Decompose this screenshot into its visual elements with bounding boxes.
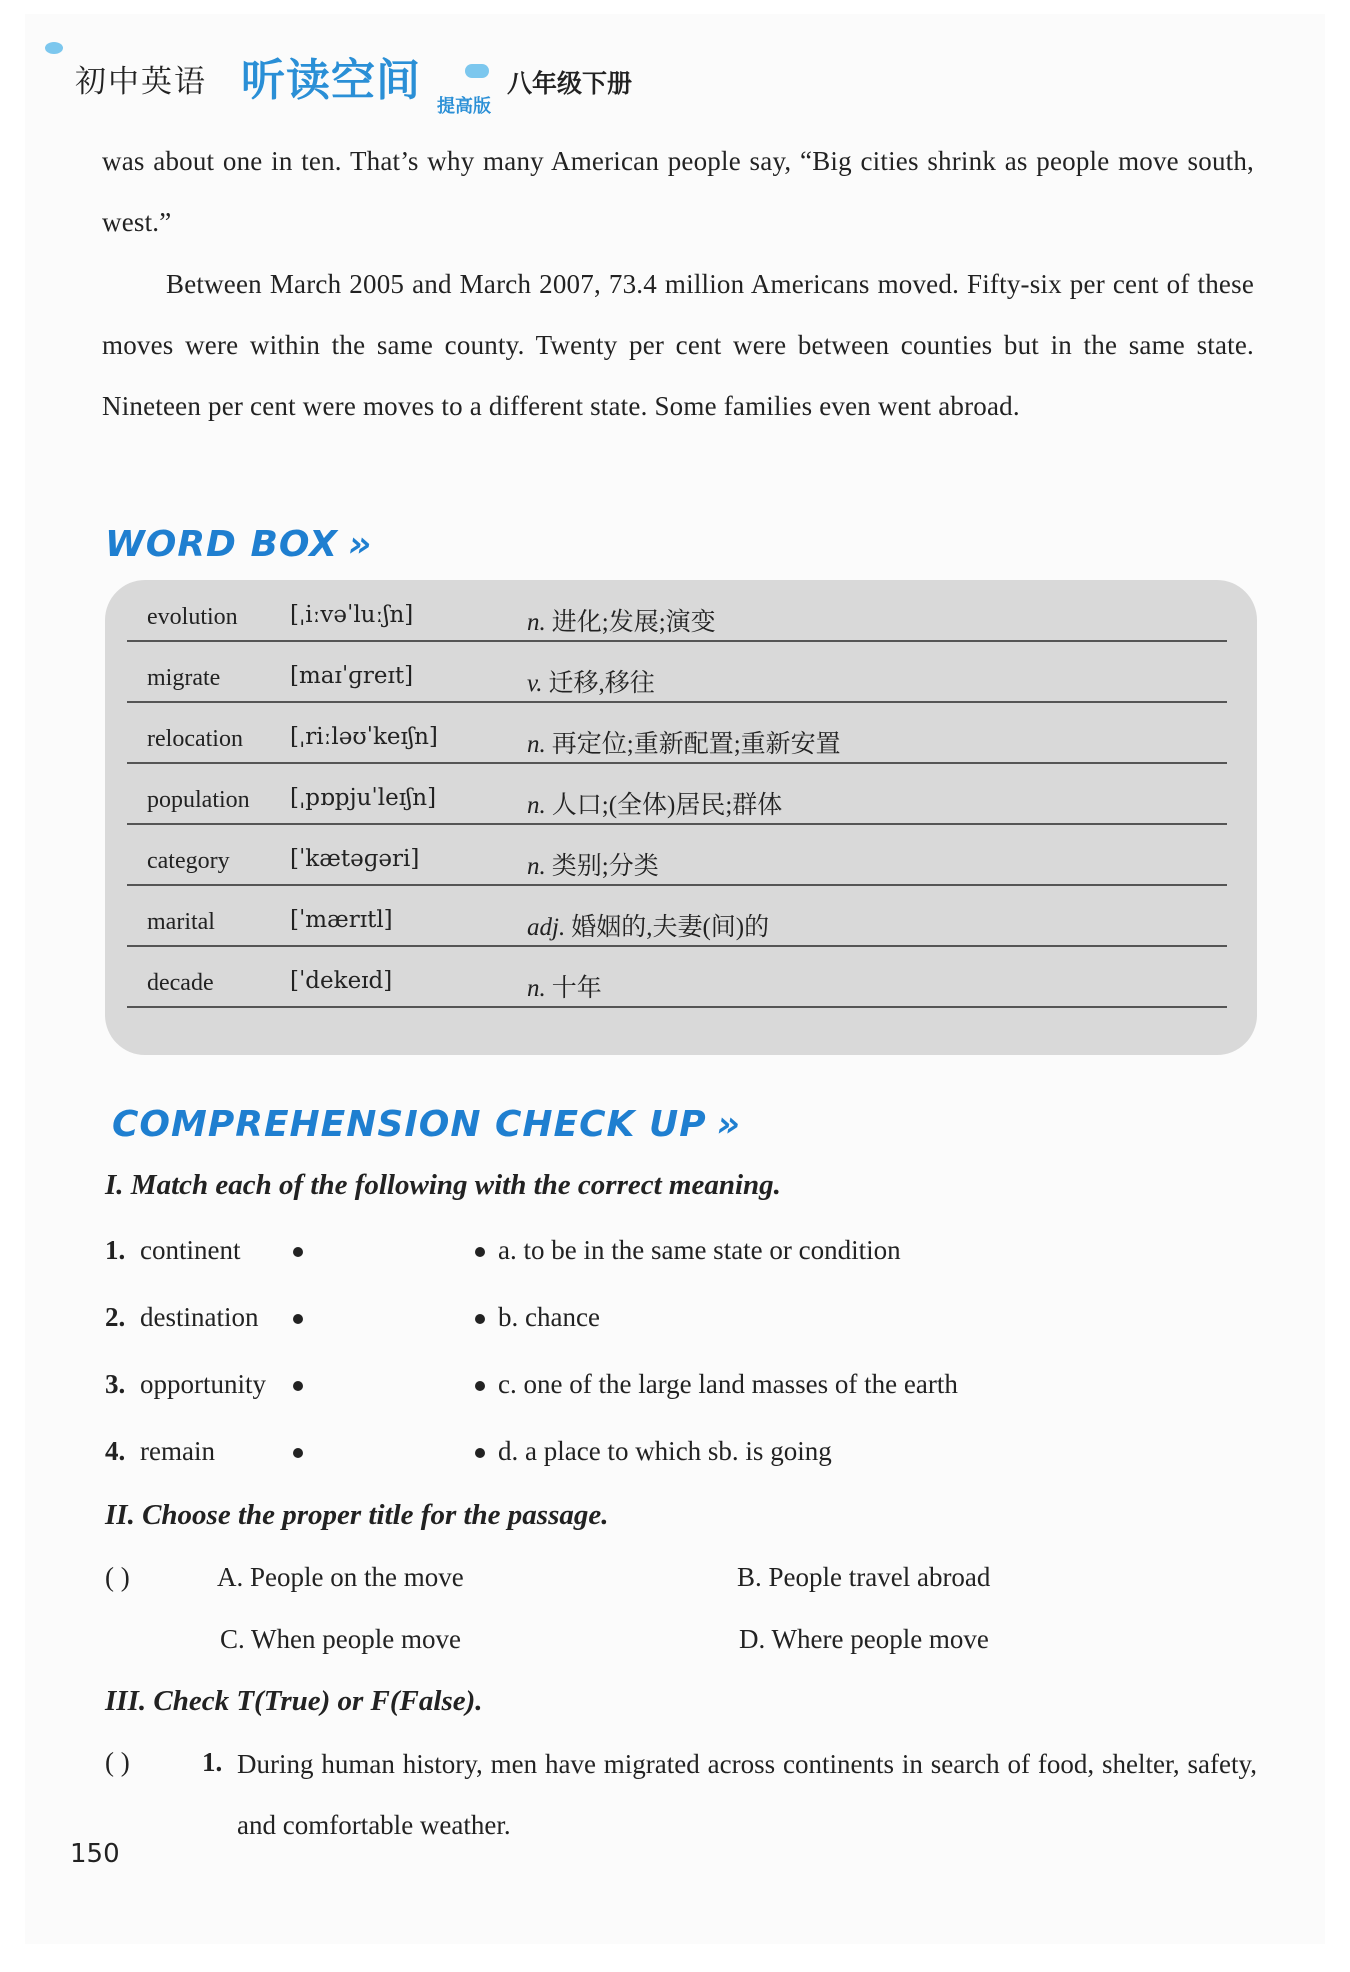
match-dot-right[interactable]	[475, 1381, 485, 1391]
header-bubble-icon	[45, 42, 63, 54]
vocab-definition: n. 进化;发展;演变	[527, 609, 716, 636]
vocab-word: marital	[147, 909, 215, 935]
vocab-definition: n. 十年	[527, 975, 602, 1002]
match-definition: a. to be in the same state or condition	[498, 1235, 901, 1265]
vocab-word: category	[147, 848, 230, 874]
vocab-definition: n. 类别;分类	[527, 853, 659, 880]
match-definition: d. a place to which sb. is going	[498, 1436, 832, 1466]
passage-paragraph-1: was about one in ten. That’s why many American people say, “Big cities shrink as people move south, west.”	[102, 146, 1254, 237]
match-term: destination	[140, 1302, 259, 1332]
vocab-word: migrate	[147, 665, 221, 691]
word-row	[127, 702, 1227, 764]
part3-heading: III. Check T(True) or F(False).	[105, 1685, 483, 1717]
match-item: 4. remain d. a place to which sb. is going	[105, 1436, 832, 1466]
word-row	[127, 580, 1227, 642]
double-chevron-icon: »	[716, 1104, 741, 1145]
option-b: B. People travel abroad	[737, 1562, 991, 1592]
match-item: 3. opportunity c. one of the large land masses of the earth	[105, 1369, 958, 1399]
vocab-phonetic: [ˌiːvəˈluːʃn]	[290, 602, 414, 628]
grade-label: 八年级下册	[507, 69, 633, 98]
vocab-phonetic: [ˌpɒpjuˈleɪʃn]	[290, 785, 437, 811]
match-definition: b. chance	[498, 1302, 600, 1332]
option-c: C. When people move	[220, 1624, 461, 1654]
word-row	[127, 763, 1227, 825]
cloud-icon	[465, 64, 489, 78]
option-d: D. Where people move	[739, 1624, 989, 1654]
match-dot-right[interactable]	[475, 1314, 485, 1324]
option-a: A. People on the move	[217, 1562, 464, 1592]
vocab-word: decade	[147, 970, 214, 996]
match-dot-right[interactable]	[475, 1448, 485, 1458]
answer-blank[interactable]: ( )	[105, 1562, 130, 1592]
textbook-page	[25, 14, 1325, 1944]
match-dot-left[interactable]	[293, 1247, 303, 1257]
word-row	[127, 824, 1227, 886]
match-term: opportunity	[140, 1369, 266, 1399]
match-dot-left[interactable]	[293, 1381, 303, 1391]
match-definition: c. one of the large land masses of the earth	[498, 1369, 958, 1399]
match-dot-left[interactable]	[293, 1314, 303, 1324]
match-term: remain	[140, 1436, 215, 1466]
answer-blank[interactable]: ( )	[105, 1747, 130, 1777]
vocab-word: evolution	[147, 604, 238, 630]
vocab-phonetic: [ˈmærɪtl]	[290, 907, 393, 933]
series-title: 初中英语	[75, 64, 207, 100]
part1-heading: I. Match each of the following with the correct meaning.	[105, 1169, 781, 1201]
tf-statement: During human history, men have migrated across continents in search of food, shelter, safety, and comfortable weather.	[237, 1749, 1257, 1840]
part2-heading: II. Choose the proper title for the passage.	[105, 1499, 609, 1531]
word-box-title: WORD BOX »	[105, 524, 373, 565]
double-chevron-icon: »	[347, 524, 373, 565]
match-item: 1. continent a. to be in the same state or condition	[105, 1235, 901, 1265]
statement-number: 1.	[202, 1747, 223, 1777]
vocab-phonetic: [ˈkætəɡəri]	[290, 846, 420, 872]
match-item: 2. destination b. chance	[105, 1302, 600, 1332]
page-number: 150	[70, 1839, 120, 1869]
match-dot-left[interactable]	[293, 1448, 303, 1458]
vocab-definition: adj. 婚姻的,夫妻(间)的	[527, 914, 770, 941]
vocab-phonetic: [ˌriːləʊˈkeɪʃn]	[290, 724, 438, 750]
vocab-definition: v. 迁移,移往	[527, 670, 655, 697]
brand-logo: 听读空间	[241, 55, 421, 106]
vocab-definition: n. 人口;(全体)居民;群体	[527, 792, 783, 819]
vocab-phonetic: [ˈdekeɪd]	[290, 968, 393, 994]
vocab-definition: n. 再定位;重新配置;重新安置	[527, 731, 841, 758]
word-row	[127, 641, 1227, 703]
vocab-word: population	[147, 787, 250, 813]
match-term: continent	[140, 1235, 241, 1265]
page-header	[45, 34, 745, 124]
vocab-word: relocation	[147, 726, 243, 752]
word-row	[127, 885, 1227, 947]
passage-paragraph-2: Between March 2005 and March 2007, 73.4 million Americans moved. Fifty-six per cent of these moves were within the same county. Twenty per cent were between counties but in the same state. Nineteen per cent were moves to a different state. Some families even went abroad.	[102, 269, 1254, 421]
comprehension-title: COMPREHENSION CHECK UP »	[112, 1104, 741, 1145]
word-box-table	[105, 580, 1257, 1055]
word-row	[127, 946, 1227, 1008]
vocab-phonetic: [maɪˈɡreɪt]	[290, 663, 414, 689]
edition-label: 提高版	[437, 96, 491, 117]
match-dot-right[interactable]	[475, 1247, 485, 1257]
